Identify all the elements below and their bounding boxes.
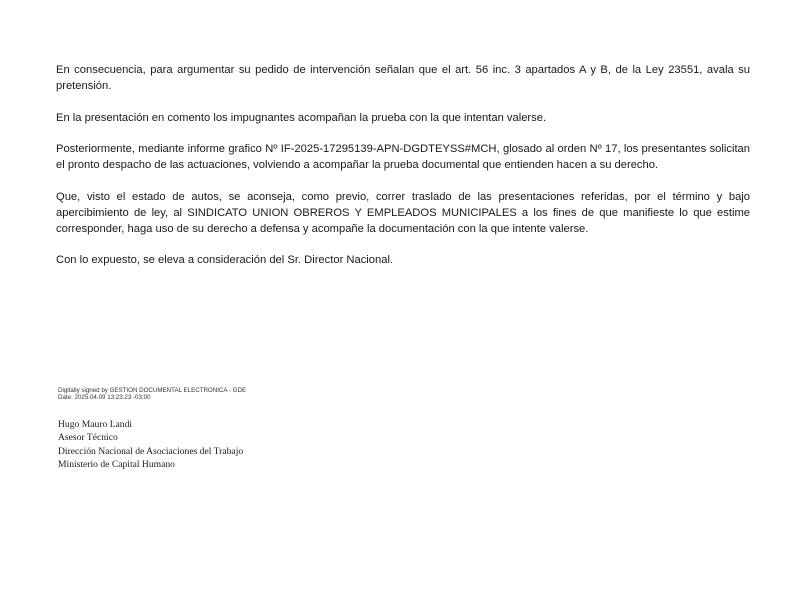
paragraph-traslado: Que, visto el estado de autos, se aconseja, como previo, correr traslado de las presentaciones referidas, por el término y bajo apercibimiento de ley, al SINDICATO UNION OBREROS Y EMPLEADOS MUNICIPALES a los fines de que manifieste lo que estime corresponder, haga uso de su derecho a defensa y acompañe la documentación con la que intente valerse. (56, 190, 750, 235)
paragraph-consecuencia: En consecuencia, para argumentar su pedido de intervención señalan que el art. 56 inc. 3 apartados A y B, de la Ley 23551, avala su pretensión. (56, 64, 750, 92)
signature-stamp-signed-by: Digitally signed by GESTION DOCUMENTAL ELECTRONICA - GDE (58, 387, 247, 394)
signer-department: Dirección Nacional de Asociaciones del Trabajo (58, 445, 244, 457)
document-body (56, 62, 750, 284)
signer-role: Asesor Técnico (58, 432, 118, 444)
paragraph-conclusion: Con lo expuesto, se eleva a consideración del Sr. Director Nacional. (56, 254, 394, 266)
digital-signature-stamp (58, 387, 246, 401)
signer-block (58, 418, 243, 471)
signer-ministry: Ministerio de Capital Humano (58, 458, 175, 470)
paragraph-posteriormente: Posteriormente, mediante informe grafico Nº IF-2025-17295139-APN-DGDTEYSS#MCH, glosado al orden Nº 17, los presentantes solicitan el pronto despacho de las actuaciones, volviendo a acompañar la prueba documental que entienden hacen a su derecho. (56, 143, 750, 171)
signer-name: Hugo Mauro Landi (58, 419, 133, 430)
paragraph-presentacion: En la presentación en comento los impugnantes acompañan la prueba con la que intentan valerse. (56, 111, 547, 124)
signature-stamp-date: Date: 2025.04.09 13:23:23 -03:00 (58, 394, 151, 402)
